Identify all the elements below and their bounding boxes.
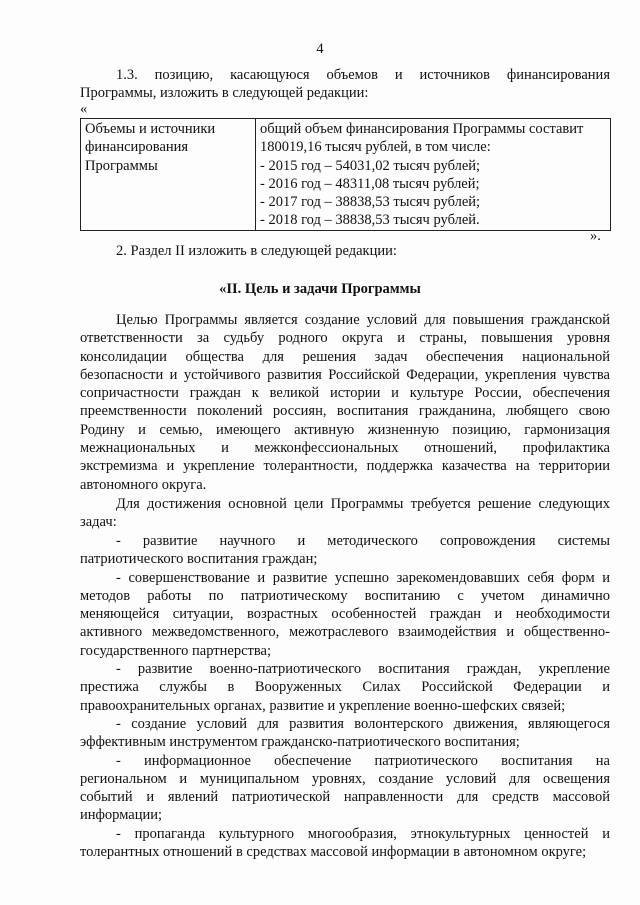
list-item-line: региональном и муниципальном уровнях, создание условий для освещения: [80, 770, 610, 787]
intro-line-1: 1.3. позицию, касающуюся объемов и источников финансирования: [116, 67, 610, 83]
table-cell-value: [256, 119, 611, 231]
table-value-line: - 2016 год – 48311,08 тысяч рублей;: [260, 175, 480, 192]
goal-line: Родину и семью, имеющего активную жизненную позицию, гармонизация: [80, 421, 610, 438]
intro-paragraph: [80, 66, 610, 103]
list-item: [80, 752, 610, 825]
table-label-line: финансирования: [85, 139, 189, 156]
tasks-intro-paragraph: [80, 495, 610, 532]
list-item-line: эффективным инструментом гражданско-патриотического воспитания;: [80, 734, 520, 751]
intro-line-2: Программы, изложить в следующей редакции:: [80, 85, 369, 102]
tasks-list: [80, 532, 610, 861]
table-row: [81, 119, 611, 231]
list-item: [80, 715, 610, 752]
goal-line: межнациональных и межконфессиональных отношений, профилактика: [80, 440, 610, 457]
section-heading: «II. Цель и задачи Программы: [219, 281, 421, 297]
list-item-line: - создание условий для развития волонтерского движения, являющегося: [116, 715, 610, 732]
page-number: 4: [316, 41, 324, 57]
goal-line: экстремизма и укрепление толерантности, поддержка казачества на территории: [80, 458, 610, 475]
list-item: [80, 532, 610, 569]
list-item-line: меняющейся ситуации, возрастных особенностей граждан и необходимости: [80, 606, 610, 623]
table-label-line: Объемы и источники: [85, 121, 216, 137]
list-item-line: информации;: [80, 807, 163, 824]
list-item-line: престижа службы в Вооруженных Силах Российской Федерации и: [80, 679, 610, 696]
goal-paragraph: [80, 311, 610, 494]
opening-quote: «: [80, 101, 88, 117]
goal-line: консолидации общества для решения задач обеспечения национальной: [80, 348, 610, 365]
list-item-line: - совершенствование и развитие успешно зарекомендовавших себя форм и: [116, 569, 610, 586]
tasks-intro-line: задач:: [80, 514, 117, 531]
list-item-line: - развитие военно-патриотического воспитания граждан, укрепление: [116, 661, 610, 678]
list-item-line: патриотического воспитания граждан;: [80, 551, 318, 568]
list-item-line: активного межведомственного, межотраслевого взаимодействия и общественно-: [80, 624, 610, 641]
list-item: [80, 825, 610, 862]
table-label-line: Программы: [85, 157, 158, 174]
list-item-line: - информационное обеспечение патриотического воспитания на: [116, 752, 610, 769]
goal-line: сопричастности граждан к великой истории и культуре России, обеспечения: [80, 385, 610, 402]
list-item-line: событий и явлений патриотической направленности для средств массовой: [80, 789, 610, 806]
list-item-line: - пропаганда культурного многообразия, этнокультурных ценностей и: [116, 825, 610, 842]
table-value-line: 180019,16 тысяч рублей, в том числе:: [260, 139, 491, 156]
list-item-line: правоохранительных органах, развитие и укрепление военно-шефских связей;: [80, 697, 566, 714]
table-value-line: - 2018 год – 38838,53 тысяч рублей.: [260, 212, 480, 229]
goal-line: Целью Программы является создание условий для повышения гражданской: [116, 312, 610, 328]
goal-line: безопасности и устойчивого развития Российской Федерации, укрепления чувства: [80, 366, 610, 383]
list-item-line: - развитие научного и методического сопровождения системы: [116, 533, 610, 549]
list-item-line: методов работы по патриотическому воспитанию с учетом динамично: [80, 587, 610, 604]
financing-table: [80, 118, 611, 231]
list-item-line: государственного партнерства;: [80, 642, 271, 659]
closing-quote: ».: [590, 228, 601, 244]
list-item-line: толерантных отношений в средствах массовой информации в автономном округе;: [80, 844, 587, 861]
goal-line: преемственности поколений россиян, воспитания гражданина, любящего свою: [80, 403, 610, 420]
table-value-line: - 2017 год – 38838,53 тысяч рублей;: [260, 194, 481, 211]
section-2-line: 2. Раздел II изложить в следующей редакции:: [116, 243, 397, 259]
section-2-instruction: [80, 242, 610, 260]
table-value-line: общий объем финансирования Программы составит: [260, 121, 584, 137]
list-item: [80, 660, 610, 715]
table-cell-label: [81, 119, 256, 231]
goal-line: автономного округа.: [80, 476, 207, 493]
table-value-line: - 2015 год – 54031,02 тысяч рублей;: [260, 157, 481, 174]
tasks-intro-line: Для достижения основной цели Программы требуется решение следующих: [116, 496, 610, 512]
goal-line: ответственности за судьбу родного округа и страны, повышения уровня: [80, 330, 610, 347]
list-item: [80, 569, 610, 660]
